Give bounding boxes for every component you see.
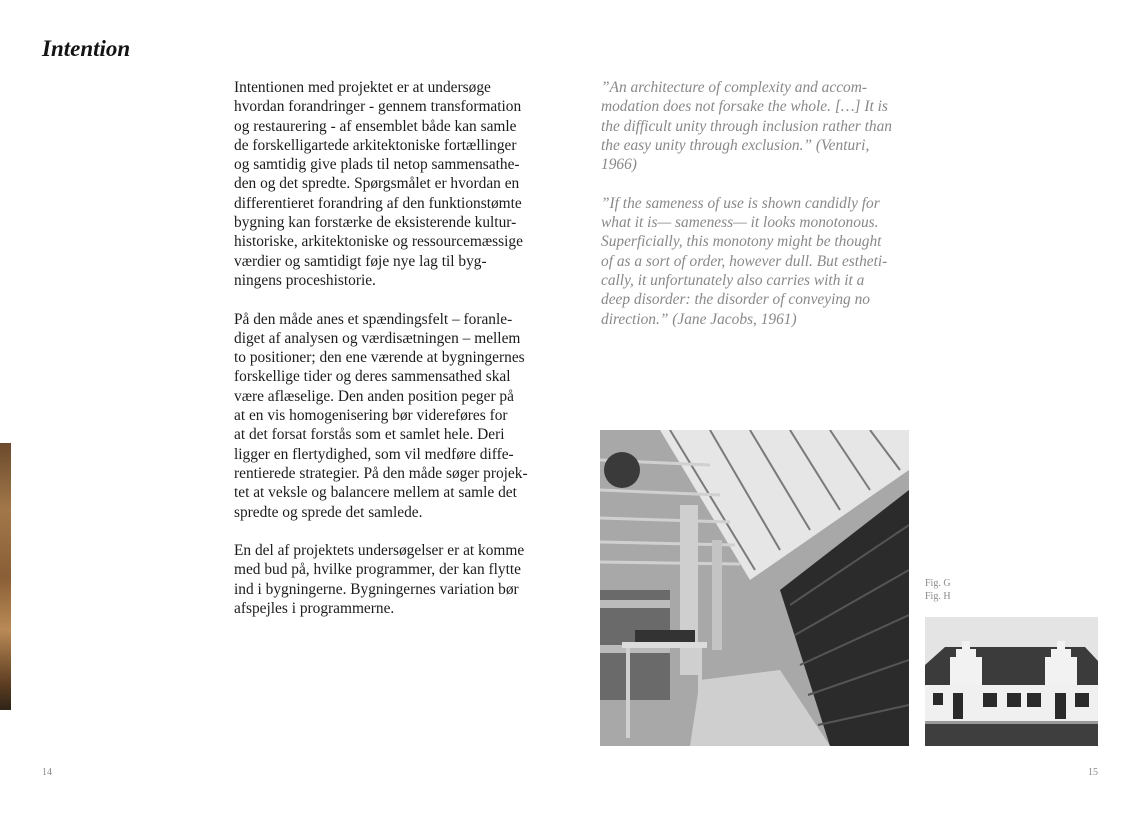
figure-captions bbox=[925, 577, 951, 603]
page-number-left: 14 bbox=[42, 767, 52, 778]
library-interior-photo bbox=[600, 430, 909, 746]
quote-venturi: ”An architecture of complexity and accom- modation does not forsake the whole. […] It is the difficult unity through inclusion rather than the easy unity through exclusion.” (Venturi, 1966) bbox=[601, 79, 892, 174]
house-row-photo bbox=[925, 617, 1098, 746]
edge-photo-crop bbox=[0, 443, 11, 710]
body-paragraph-3: En del af projektets undersøgelser er at komme med bud på, hvilke programmer, der kan flytte ind i bygningerne. Bygningernes variation bør afspejles i programmerne. bbox=[234, 542, 525, 618]
caption-fig-h: Fig. H bbox=[925, 591, 951, 602]
page-number-right: 15 bbox=[1088, 767, 1098, 778]
caption-fig-g: Fig. G bbox=[925, 578, 951, 589]
quotes-column bbox=[601, 78, 921, 348]
quote-jacobs: ”If the sameness of use is shown candidly for what it is— sameness— it looks monotonous. Superficially, this monotony might be thought of as a sort of order, however dull. But estheti- cally, it unfortunately also carries with it a deep disorder: the disorder of conveying no direction.” (Jane Jacobs, 1961) bbox=[601, 194, 888, 328]
body-paragraph-1: Intentionen med projektet er at undersøge hvordan forandringer - gennem transformation og restaurering - af ensemblet både kan samle de forskelligartede arkitektoniske fortællinger og samtidig give plads til netop sammensathe- den og det spredte. Spørgsmålet er hvordan en differentieret forandring af den funktionstømte bygning kan forstærke de eksisterende kultur- historiske, arkitektoniske og ressourcemæssige værdier og samtidigt føje nye lag til byg- ningens proceshistorie. bbox=[234, 79, 523, 289]
body-text bbox=[234, 78, 554, 638]
page-title: Intention bbox=[42, 36, 131, 61]
body-paragraph-2: På den måde anes et spændingsfelt – foranle- diget af analysen og værdisætningen – mellem to positioner; den ene værende at bygningernes forskellige tider og deres sammensathed skal være aflæselige. Den anden position peger på at en vis homogenisering bør videreføres for at det forsat forstås som et samlet hele. Deri ligger en flertydighed, som vil medføre diffe- rentierede strategier. På den måde søger projek- tet at veksle og balancere mellem at samle det spredte og sprede det samlede. bbox=[234, 310, 528, 521]
